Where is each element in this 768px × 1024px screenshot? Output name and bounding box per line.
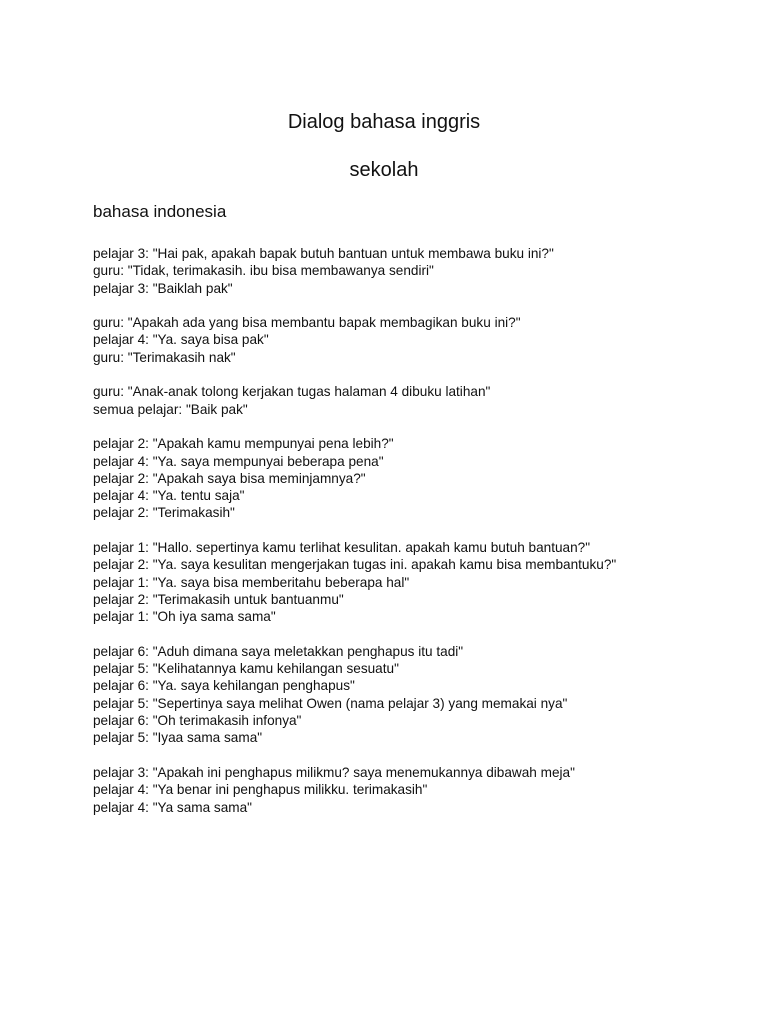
dialog-line: guru: "Tidak, terimakasih. ibu bisa membawanya sendiri": [93, 263, 434, 279]
document-subtitle: sekolah: [349, 159, 419, 181]
dialog-line: pelajar 3: "Hai pak, apakah bapak butuh bantuan untuk membawa buku ini?": [93, 246, 554, 261]
dialog-block: [93, 245, 713, 297]
dialog-line: pelajar 4: "Ya sama sama": [93, 799, 253, 815]
dialog-line: guru: "Terimakasih nak": [93, 349, 236, 365]
dialog-line: pelajar 1: "Hallo. sepertinya kamu terlihat kesulitan. apakah kamu butuh bantuan?": [93, 540, 591, 556]
dialog-line: pelajar 4: "Ya benar ini penghapus milikku. terimakasih": [93, 782, 428, 798]
dialog-line: pelajar 6: "Aduh dimana saya meletakkan penghapus itu tadi": [93, 643, 464, 659]
dialog-line: pelajar 5: "Iyaa sama sama": [93, 730, 263, 746]
dialog-line: pelajar 6: "Oh terimakasih infonya": [93, 713, 302, 729]
dialog-line: pelajar 2: "Apakah saya bisa meminjamnya?": [93, 470, 366, 486]
dialog-line: pelajar 6: "Ya. saya kehilangan penghapus": [93, 678, 355, 694]
dialog-block: [93, 314, 713, 366]
dialog-line: pelajar 4: "Ya. tentu saja": [93, 488, 245, 504]
dialog-block: [93, 383, 713, 418]
dialog-line: pelajar 1: "Oh iya sama sama": [93, 609, 276, 625]
document-title: Dialog bahasa inggris: [287, 111, 481, 133]
dialog-list: [93, 245, 713, 833]
dialog-line: guru: "Apakah ada yang bisa membantu bapak membagikan buku ini?": [93, 315, 521, 331]
dialog-line: pelajar 2: "Terimakasih": [93, 505, 235, 521]
dialog-line: pelajar 4: "Ya. saya mempunyai beberapa pena": [93, 453, 384, 469]
dialog-line: pelajar 5: "Kelihatannya kamu kehilangan sesuatu": [93, 661, 399, 677]
section-heading: bahasa indonesia: [93, 202, 227, 221]
dialog-block: [93, 435, 713, 521]
dialog-line: pelajar 3: "Baiklah pak": [93, 280, 233, 296]
dialog-line: pelajar 1: "Ya. saya bisa memberitahu beberapa hal": [93, 574, 410, 590]
dialog-line: semua pelajar: "Baik pak": [93, 401, 248, 417]
dialog-block: [93, 643, 713, 747]
dialog-line: pelajar 4: "Ya. saya bisa pak": [93, 332, 269, 348]
dialog-line: pelajar 2: "Terimakasih untuk bantuanmu": [93, 591, 344, 607]
dialog-line: guru: "Anak-anak tolong kerjakan tugas halaman 4 dibuku latihan": [93, 384, 491, 400]
dialog-line: pelajar 2: "Ya. saya kesulitan mengerjakan tugas ini. apakah kamu bisa membantuku?": [93, 557, 617, 573]
dialog-block: [93, 764, 713, 816]
dialog-line: pelajar 5: "Sepertinya saya melihat Owen (nama pelajar 3) yang memakai nya": [93, 695, 568, 711]
dialog-line: pelajar 2: "Apakah kamu mempunyai pena lebih?": [93, 436, 394, 452]
dialog-line: pelajar 3: "Apakah ini penghapus milikmu? saya menemukannya dibawah meja": [93, 764, 575, 780]
dialog-block: [93, 539, 713, 625]
